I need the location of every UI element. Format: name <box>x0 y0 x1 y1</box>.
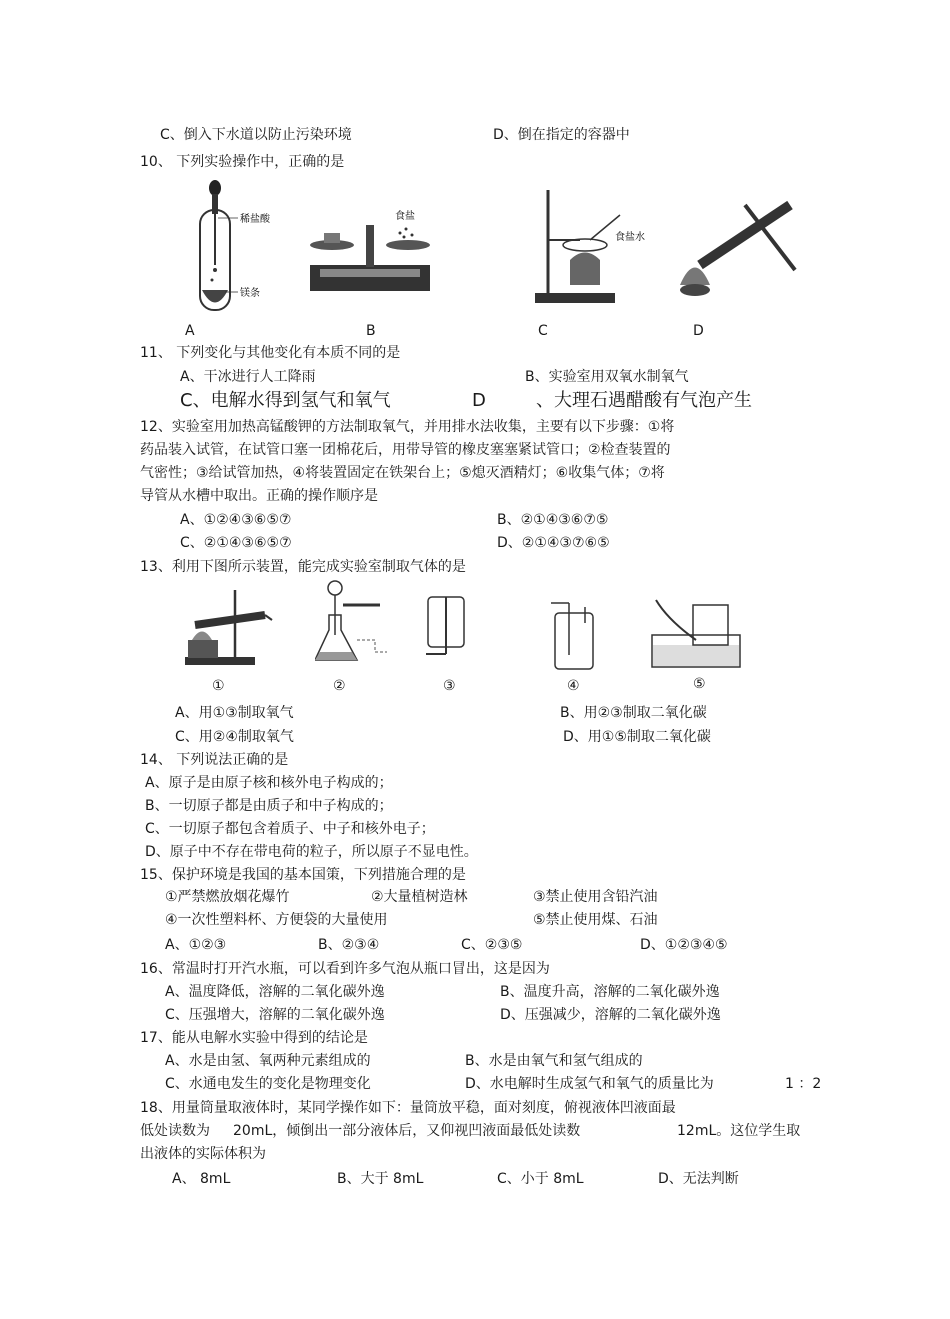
q15-option-a: A、①②③ <box>165 937 227 953</box>
q14-stem: 14、 下列说法正确的是 <box>140 752 289 768</box>
q18-stem-line-2c: 12mL。这位学生取 <box>677 1123 801 1139</box>
q10-figure-c-evaporation <box>530 185 650 310</box>
q18-stem-line-2a: 低处读数为 <box>140 1123 210 1139</box>
q13-figure-4-collecting-bottle <box>545 595 605 673</box>
q13-figure-number-3: ③ <box>443 678 456 694</box>
q18-option-d: D、无法判断 <box>658 1171 739 1187</box>
q16-option-b: B、温度升高，溶解的二氧化碳外逸 <box>500 984 720 1000</box>
q13-stem: 13、利用下图所示装置，能完成实验室制取气体的是 <box>140 559 466 575</box>
q13-figure-number-4: ④ <box>567 678 580 694</box>
q15-option-d: D、①②③④⑤ <box>640 937 728 953</box>
q17-option-c: C、水通电发生的变化是物理变化 <box>165 1076 371 1092</box>
q13-figure-1-heating-apparatus <box>180 585 275 670</box>
q11-stem: 11、 下列变化与其他变化有本质不同的是 <box>140 345 401 361</box>
q13-option-a: A、用①③制取氧气 <box>175 705 294 721</box>
q16-option-a: A、温度降低，溶解的二氧化碳外逸 <box>165 984 385 1000</box>
q15-measure-3: ③禁止使用含铅汽油 <box>533 889 658 905</box>
q12-option-a: A、①②④③⑥⑤⑦ <box>180 512 292 528</box>
q10-stem: 10、 下列实验操作中，正确的是 <box>140 154 345 170</box>
q10-label-a: A <box>185 323 195 339</box>
q11-option-b: B、实验室用双氧水制氧气 <box>525 369 689 385</box>
q17-option-d: D、水电解时生成氢气和氧气的质量比为 <box>465 1076 714 1092</box>
q17-option-b: B、水是由氧气和氢气组成的 <box>465 1053 643 1069</box>
q16-option-c: C、压强增大，溶解的二氧化碳外逸 <box>165 1007 385 1023</box>
q18-option-b: B、大于 8mL <box>337 1171 424 1187</box>
q12-option-b: B、②①④③⑥⑦⑤ <box>497 512 609 528</box>
q11-option-d-letter: D <box>472 390 486 411</box>
q11-option-a: A、干冰进行人工降雨 <box>180 369 316 385</box>
q12-stem-line-3: 气密性；③给试管加热，④将装置固定在铁架台上；⑤熄灭酒精灯；⑥收集气体；⑦将 <box>140 465 665 481</box>
q13-figure-number-2: ② <box>333 678 346 694</box>
q12-stem-line-4: 导管从水槽中取出。正确的操作顺序是 <box>140 488 378 504</box>
q10-figure-b-balance <box>300 205 440 300</box>
q10-fig-c-brine-label: 食盐水 <box>615 232 645 243</box>
q12-option-c: C、②①④③⑥⑤⑦ <box>180 535 292 551</box>
q18-stem-line-2b: 20mL，倾倒出一部分液体后，又仰视凹液面最低处读数 <box>233 1123 581 1139</box>
q11-option-d-text: 、大理石遇醋酸有气泡产生 <box>536 390 752 411</box>
q10-fig-b-salt-label: 食盐 <box>395 211 415 222</box>
q17-option-d-ratio: 1 ：2 <box>785 1076 822 1092</box>
q15-stem: 15、保护环境是我国的基本国策，下列措施合理的是 <box>140 867 466 883</box>
q10-fig-a-mg-label: 镁条 <box>240 288 260 299</box>
q13-figure-3-gas-bottle <box>422 592 472 670</box>
q18-stem-line-3: 出液体的实际体积为 <box>140 1146 266 1162</box>
q15-measure-2: ②大量植树造林 <box>371 889 468 905</box>
q14-option-b: B、一切原子都是由质子和中子构成的； <box>145 798 393 814</box>
q13-option-d: D、用①⑤制取二氧化碳 <box>563 729 711 745</box>
q14-option-d: D、原子中不存在带电荷的粒子，所以原子不显电性。 <box>145 844 478 860</box>
q16-option-d: D、压强减少，溶解的二氧化碳外逸 <box>500 1007 721 1023</box>
q13-option-c: C、用②④制取氧气 <box>175 729 294 745</box>
q15-measure-1: ①严禁燃放烟花爆竹 <box>165 889 290 905</box>
q10-label-b: B <box>366 323 376 339</box>
q12-stem-line-2: 药品装入试管，在试管口塞一团棉花后，用带导管的橡皮塞塞紧试管口；②检查装置的 <box>140 442 671 458</box>
q15-option-c: C、②③⑤ <box>461 937 523 953</box>
q10-figure-d-heating-tube <box>670 195 810 305</box>
q10-label-d: D <box>693 323 704 339</box>
q13-figure-2-flask-apparatus <box>315 580 395 672</box>
q14-option-a: A、原子是由原子核和核外电子构成的； <box>145 775 393 791</box>
q15-measure-4: ④一次性塑料杯、方便袋的大量使用 <box>165 912 388 928</box>
q9-option-c: C、倒入下水道以防止污染环境 <box>160 127 352 143</box>
q10-label-c: C <box>538 323 548 339</box>
q13-option-b: B、用②③制取二氧化碳 <box>560 705 707 721</box>
q18-option-a: A、 8mL <box>172 1171 231 1187</box>
q12-stem-line-1: 12、实验室用加热高锰酸钾的方法制取氧气，并用排水法收集，主要有以下步骤：①将 <box>140 419 675 435</box>
q9-option-d: D、倒在指定的容器中 <box>493 127 630 143</box>
q18-stem-line-1: 18、用量筒量取液体时，某同学操作如下：量筒放平稳，面对刻度，俯视液体凹液面最 <box>140 1100 676 1116</box>
q10-figure-a-test-tube <box>190 180 310 320</box>
q13-figure-5-water-trough <box>648 590 743 672</box>
q10-fig-a-acid-label: 稀盐酸 <box>240 214 270 225</box>
q17-option-a: A、水是由氢、氧两种元素组成的 <box>165 1053 371 1069</box>
q17-stem: 17、能从电解水实验中得到的结论是 <box>140 1030 368 1046</box>
q15-measure-5: ⑤禁止使用煤、石油 <box>533 912 658 928</box>
q13-figure-number-5: ⑤ <box>693 676 706 692</box>
q15-option-b: B、②③④ <box>318 937 380 953</box>
q12-option-d: D、②①④③⑦⑥⑤ <box>497 535 610 551</box>
q13-figure-number-1: ① <box>212 678 225 694</box>
q18-option-c: C、小于 8mL <box>497 1171 584 1187</box>
q14-option-c: C、一切原子都包含着质子、中子和核外电子； <box>145 821 435 837</box>
q16-stem: 16、常温时打开汽水瓶，可以看到许多气泡从瓶口冒出，这是因为 <box>140 961 550 977</box>
q11-option-c: C、电解水得到氢气和氧气 <box>180 390 391 411</box>
